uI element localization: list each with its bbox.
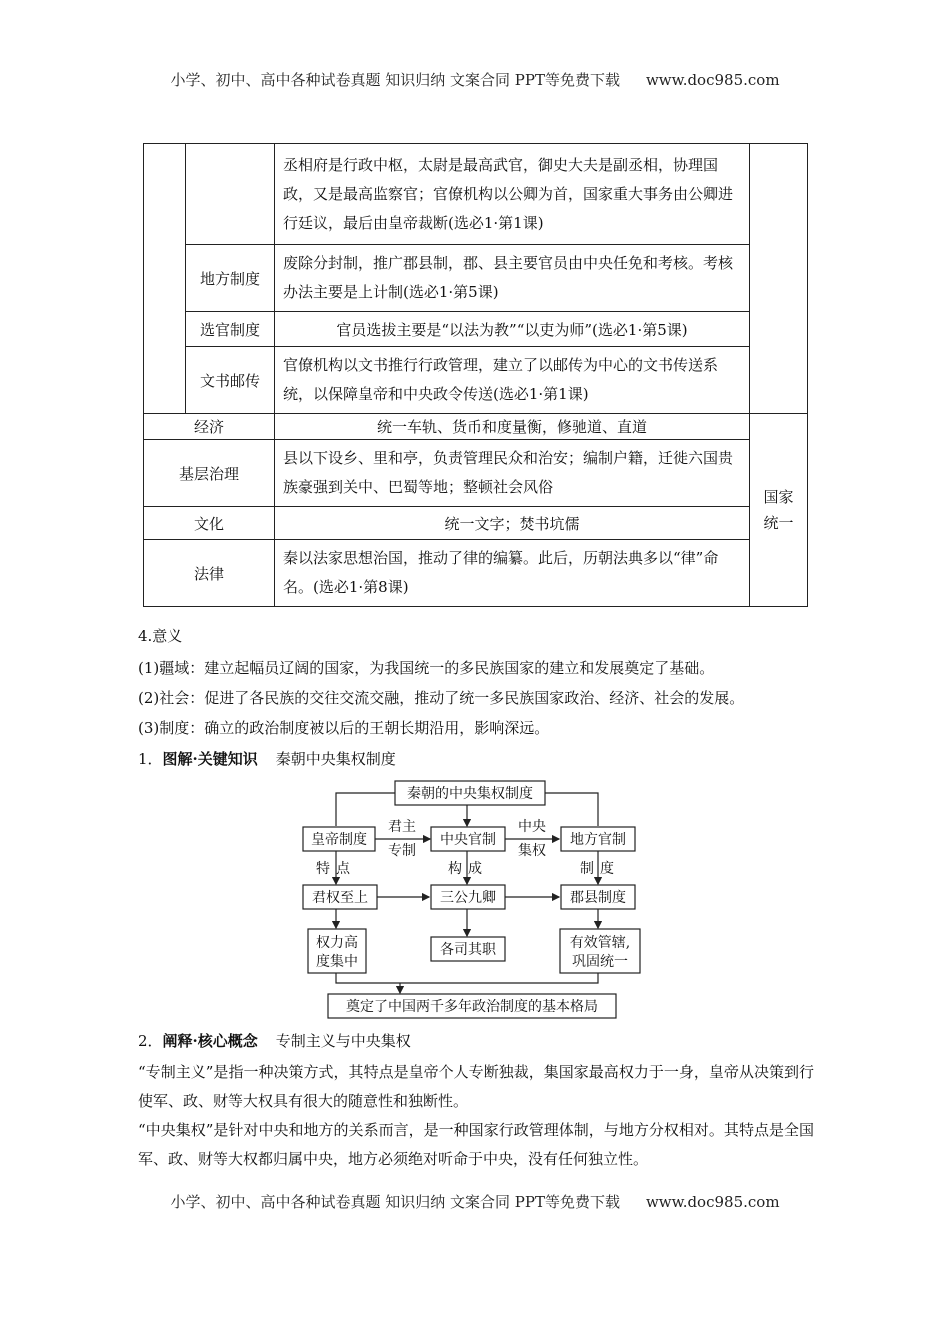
local-system-label: 地方制度	[186, 245, 275, 312]
section-1-subtitle: 秦朝中央集权制度	[275, 750, 396, 768]
official-selection-text: 官员选拔主要是“以法为教”“以吏为师”(选必1·第5课)	[275, 312, 750, 347]
significance-item: (3)制度：确立的政治制度被以后的王朝长期沿用，影响深远。	[138, 719, 550, 737]
diagram-power-text-2: 度集中	[316, 954, 358, 970]
page-header	[0, 69, 950, 90]
official-selection-label: 选官制度	[186, 312, 275, 347]
diagram-supreme-text: 君权至上	[312, 890, 368, 906]
diagram-top-text: 秦朝的中央集权制度	[407, 786, 533, 802]
header-text: 小学、初中、高中各种试卷真题 知识归纳 文案合同 PPT等免费下载	[170, 71, 620, 89]
section-2-title	[138, 1030, 411, 1052]
economy-text: 统一车轨、货币和度量衡，修驰道、直道	[275, 414, 750, 440]
central-system-diagram	[300, 778, 650, 1023]
section-1-number: 1．	[138, 750, 163, 768]
table-row	[144, 414, 808, 440]
table-row	[144, 347, 808, 414]
national-unity-label	[750, 414, 808, 607]
autocracy-paragraph: “专制主义”是指一种决策方式，其特点是皇帝个人专断独裁，集国家最高权力于一身，皇帝从决策到行使军、政、财等大权具有很大的随意性和独断性。	[138, 1063, 814, 1110]
document-post-text: 官僚机构以文书推行行政管理，建立了以邮传为中心的文书传送系统，以保障皇帝和中央政令传送(选必1·第1课)	[275, 347, 750, 414]
diagram-label-central-1: 中央	[518, 819, 546, 835]
table-row	[144, 312, 808, 347]
page-footer	[0, 1191, 950, 1212]
diagram-label-autocracy-1: 君主	[388, 819, 416, 835]
diagram-prefecture-text: 郡县制度	[570, 890, 626, 906]
table-row	[144, 540, 808, 607]
diagram-label-central-2: 集权	[518, 843, 546, 859]
document-post-label: 文书邮传	[186, 347, 275, 414]
diagram-label-structure: 构成	[448, 861, 488, 877]
diagram-bottom-text: 奠定了中国两千多年政治制度的基本格局	[346, 999, 598, 1015]
table-cell-blank	[186, 144, 275, 245]
footer-url[interactable]: www.doc985.com	[645, 1193, 780, 1211]
connector-line	[336, 973, 598, 983]
section-1-heading: 图解·关键知识	[162, 750, 258, 768]
diagram-govern-text-1: 有效管辖,	[569, 935, 631, 951]
table-cell-blank	[750, 144, 808, 414]
culture-text: 统一文字；焚书坑儒	[275, 507, 750, 540]
table-row	[144, 144, 808, 245]
diagram-emperor-text: 皇帝制度	[311, 832, 367, 848]
national-unity-text: 国家统一	[763, 488, 794, 532]
connector-line	[540, 793, 598, 826]
centralization-paragraph: “中央集权”是针对中央和地方的关系而言，是一种国家行政管理体制，与地方分权相对。其特点是全国军、政、财等大权都归属中央，地方必须绝对听命于中央，没有任何独立性。	[138, 1121, 814, 1168]
footer-text: 小学、初中、高中各种试卷真题 知识归纳 文案合同 PPT等免费下载	[170, 1193, 620, 1211]
table-row	[144, 245, 808, 312]
diagram-label-feature: 特点	[316, 861, 356, 877]
grassroots-text: 县以下设乡、里和亭，负责管理民众和治安；编制户籍，迁徙六国贵族豪强到关中、巴蜀等地；整顿社会风俗	[275, 440, 750, 507]
central-official-text: 丞相府是行政中枢，太尉是最高武官，御史大夫是副丞相，协理国政，又是最高监察官；官僚机构以公卿为首，国家重大事务由公卿进行廷议，最后由皇帝裁断(选必1·第1课)	[275, 144, 750, 245]
section-2-subtitle: 专制主义与中央集权	[275, 1032, 411, 1050]
diagram-central-text: 中央官制	[440, 832, 496, 848]
section-1-title	[138, 748, 396, 770]
diagram-label-autocracy-2: 专制	[388, 843, 416, 859]
diagram-local-text: 地方官制	[570, 832, 626, 848]
section-2-heading: 阐释·核心概念	[162, 1032, 258, 1050]
culture-label: 文化	[144, 507, 275, 540]
significance-item: (2)社会：促进了各民族的交往交流交融，推动了统一多民族国家政治、经济、社会的发展。	[138, 689, 745, 707]
qin-system-table	[143, 143, 808, 607]
diagram-power-text-1: 权力高	[316, 935, 358, 951]
diagram-ministers-text: 三公九卿	[440, 890, 496, 906]
local-system-text: 废除分封制，推广郡县制，郡、县主要官员由中央任免和考核。考核办法主要是上计制(选必1·第5课)	[275, 245, 750, 312]
table-row	[144, 440, 808, 507]
law-text: 秦以法家思想治国，推动了律的编纂。此后，历朝法典多以“律”命名。(选必1·第8课)	[275, 540, 750, 607]
table-row	[144, 507, 808, 540]
section-2-number: 2．	[138, 1032, 163, 1050]
grassroots-label: 基层治理	[144, 440, 275, 507]
diagram-duties-text: 各司其职	[440, 942, 496, 958]
table-cell-blank	[144, 144, 186, 414]
economy-label: 经济	[144, 414, 275, 440]
diagram-govern-text-2: 巩固统一	[572, 954, 628, 970]
significance-item: (1)疆域：建立起幅员辽阔的国家，为我国统一的多民族国家的建立和发展奠定了基础。	[138, 659, 715, 677]
significance-title: 4.意义	[138, 627, 183, 645]
header-url[interactable]: www.doc985.com	[645, 71, 780, 89]
law-label: 法律	[144, 540, 275, 607]
diagram-label-system: 制度	[580, 861, 620, 877]
